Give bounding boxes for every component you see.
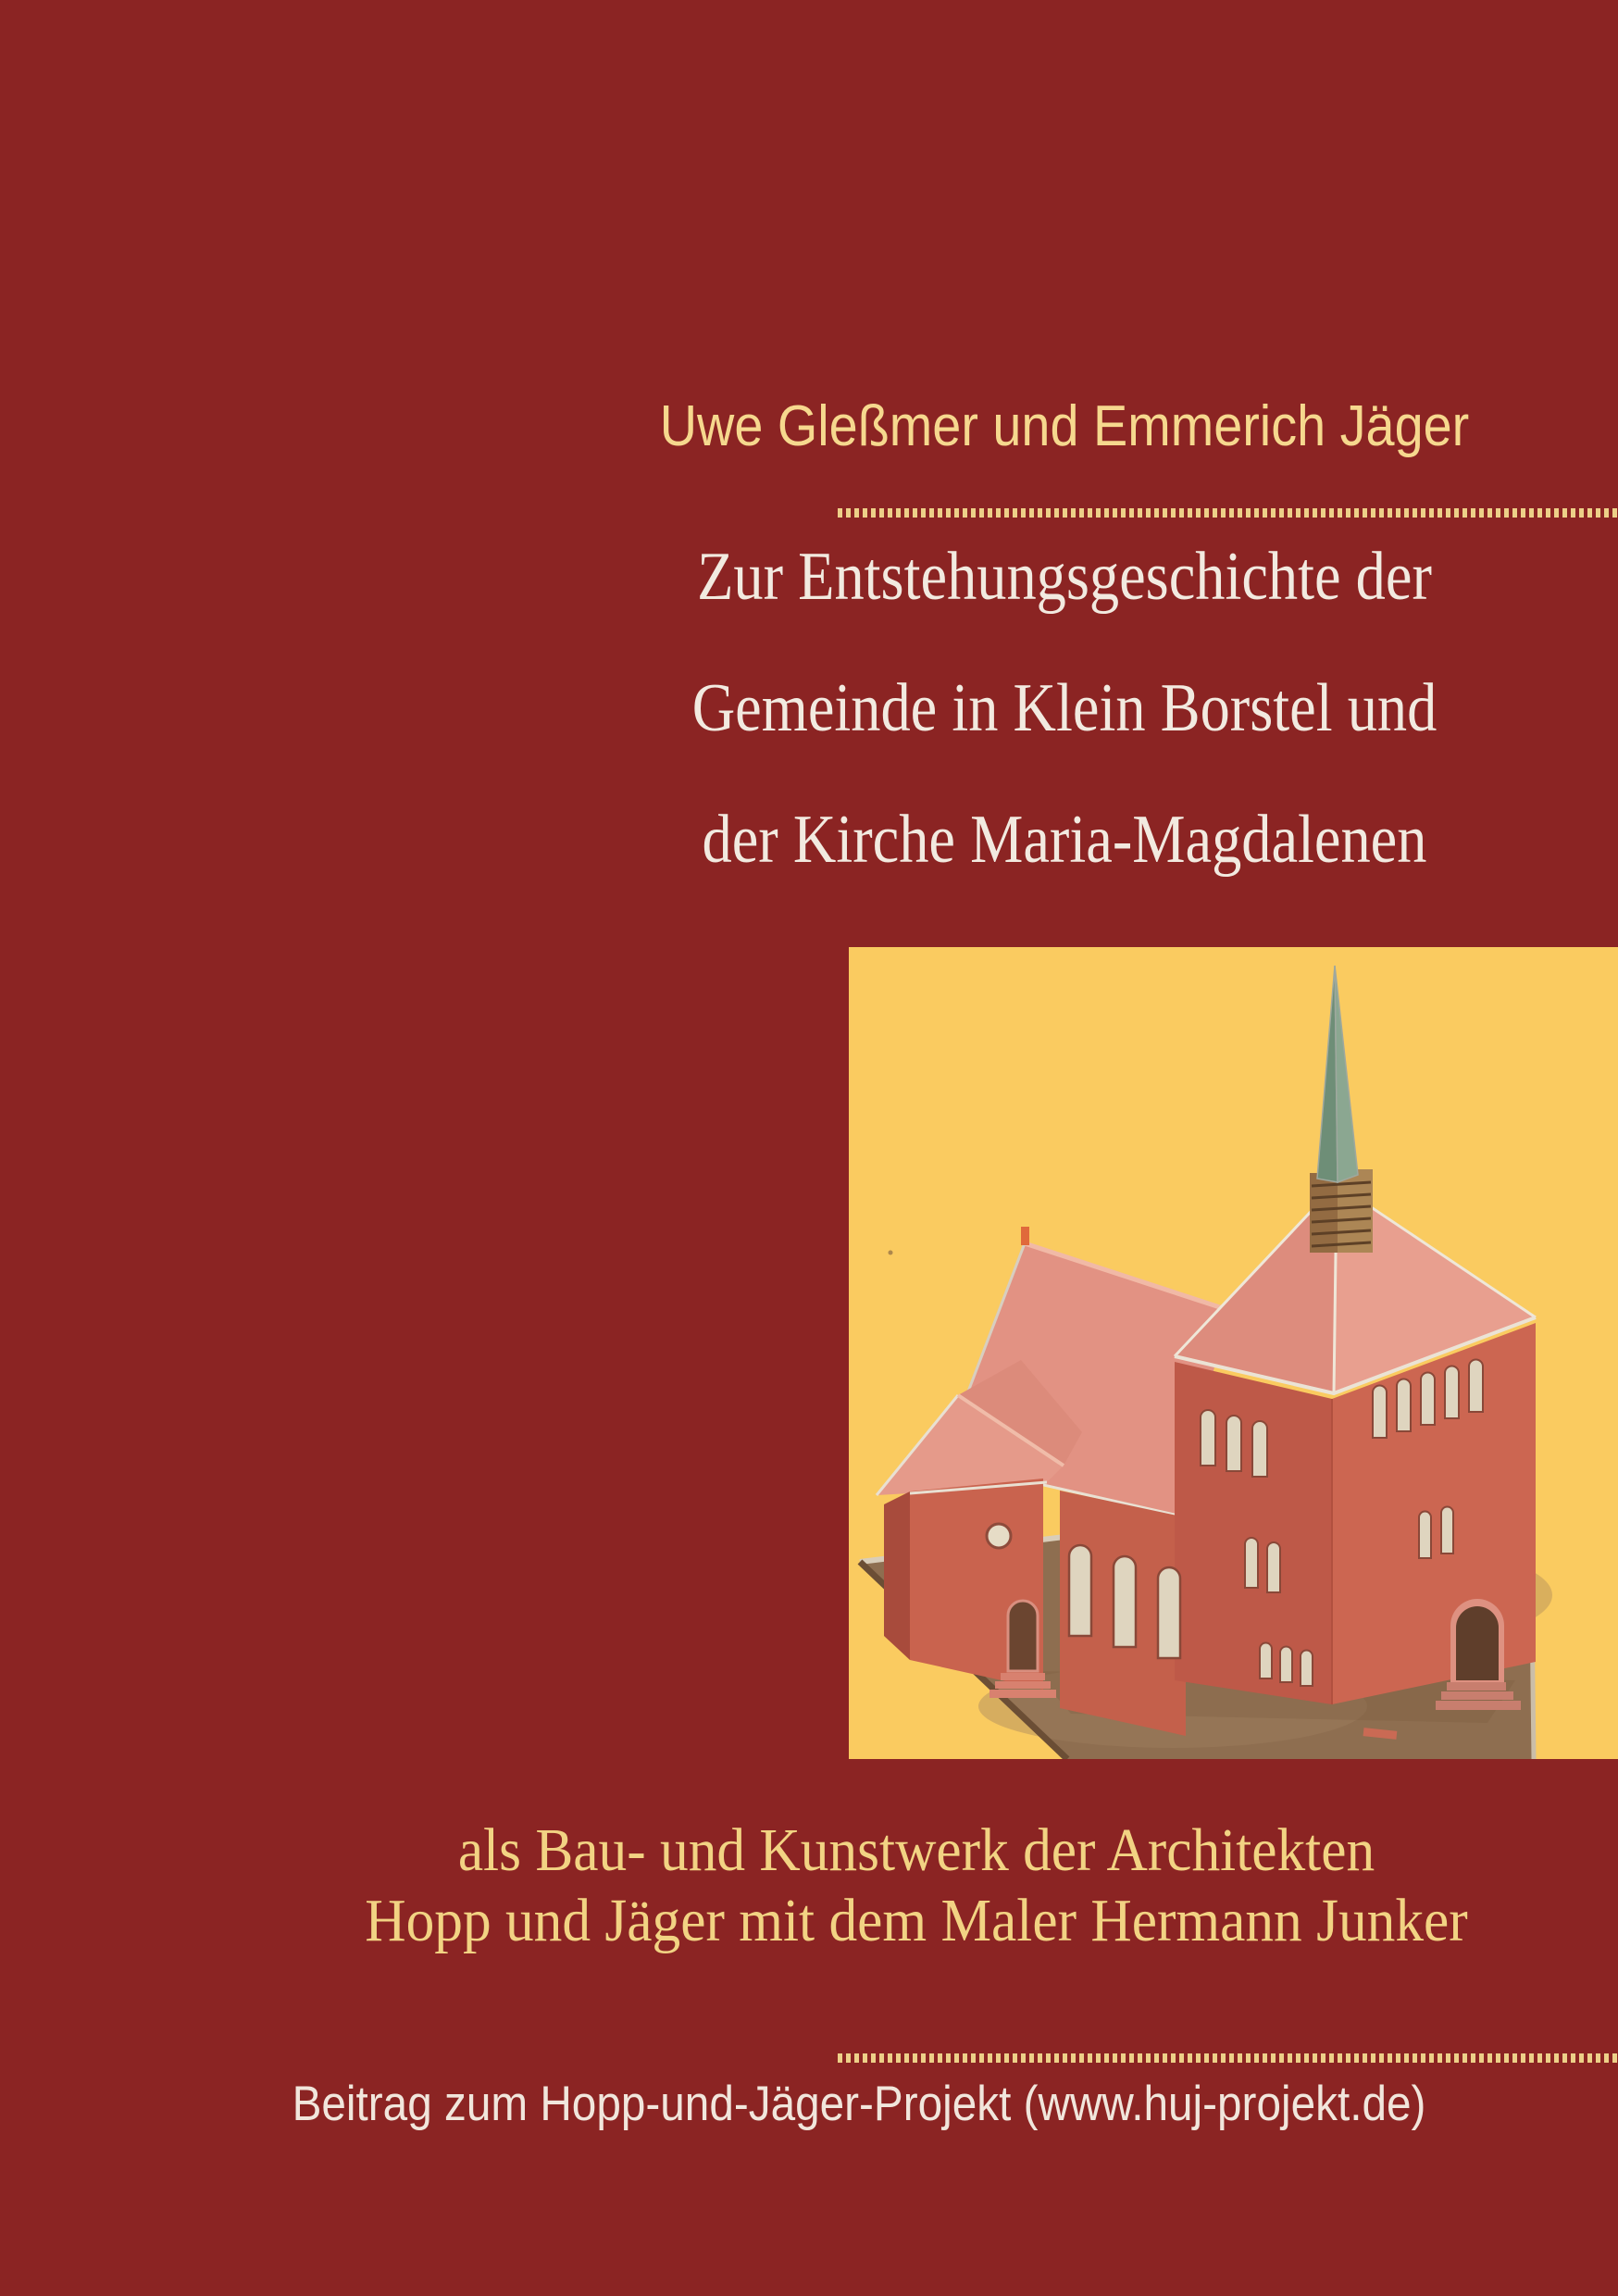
dotted-separator-bottom [838,2053,1618,2063]
belfry [1310,1169,1373,1253]
cover-photo [849,947,1618,1759]
chapel-door [1008,1601,1038,1671]
title-line-3: der Kirche Maria-Magdalenen [702,802,1427,878]
title-line-1: Zur Entstehungsgeschichte der [697,539,1432,615]
dust-speck [889,1251,893,1255]
authors-line [511,394,1618,458]
authors-text: Uwe Gleßmer und Emmerich Jäger [659,394,1470,458]
subtitle-line-2: Hopp und Jäger mit dem Maler Hermann Junker [365,1887,1468,1954]
rose-window [987,1524,1011,1548]
title-line-2: Gemeinde in Klein Borstel und [691,670,1438,746]
dotted-separator-top [838,508,1618,518]
title-block [511,539,1618,937]
church-model-illustration [849,947,1618,1759]
footer-text: Beitrag zum Hopp-und-Jäger-Projekt (www.huj-projekt.de) [292,2077,1426,2131]
footer-line [100,2077,1618,2131]
subtitle-block [215,1816,1618,1961]
subtitle-line-1: als Bau- und Kunstwerk der Architekten [457,1816,1375,1884]
